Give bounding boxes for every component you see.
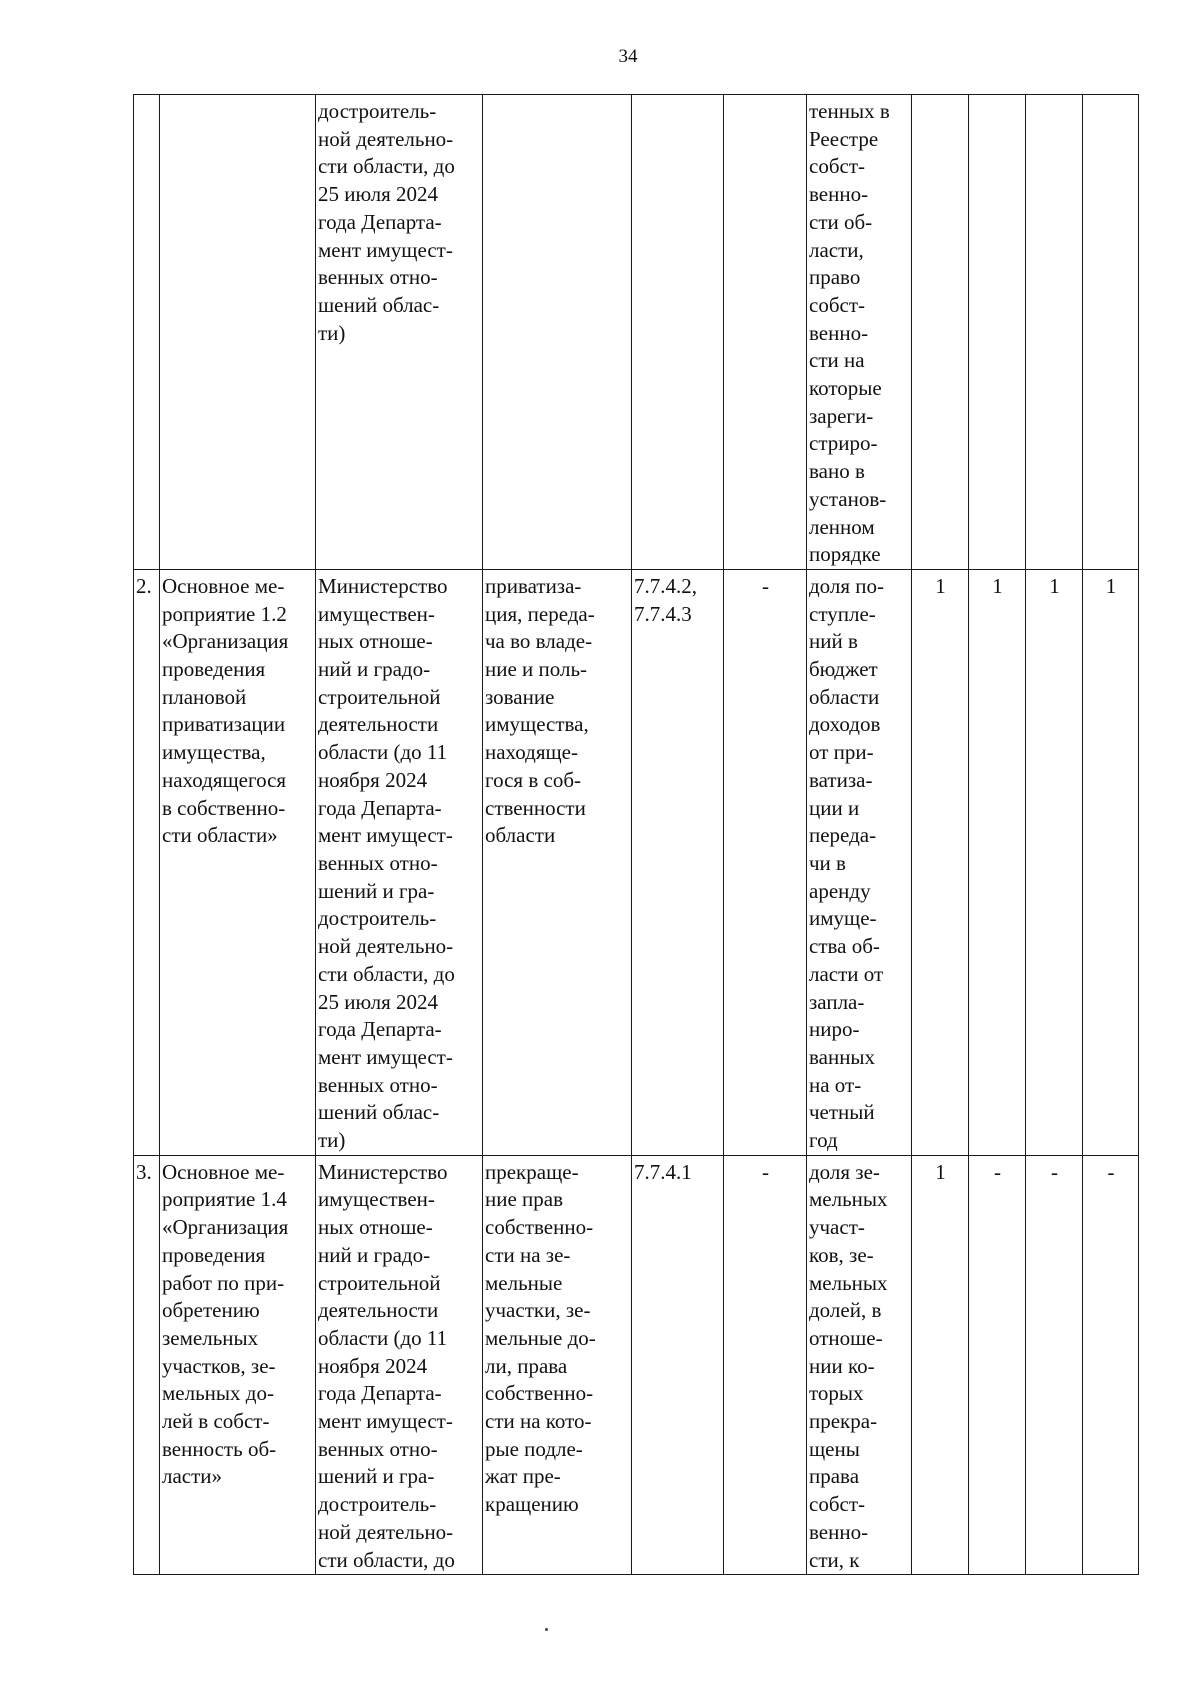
value-cell: 1: [969, 569, 1026, 1155]
code-cell: 7.7.4.1: [632, 1155, 724, 1575]
measure-name-cell: [160, 95, 316, 570]
value-cell: -: [1026, 1155, 1083, 1575]
row-number-cell: [134, 95, 160, 570]
indicator-cell: доля по- ступле- ний в бюджет области доходов от при- ватиза- ции и переда- чи в аренду имуще- ства об- ласти от запла- ниро- ванных на от- четный год: [807, 569, 912, 1155]
value-cell: [969, 95, 1026, 570]
direction-cell: приватиза- ция, переда- ча во владе- ние и поль- зование имущества, находяще- гося в соб- ственности области: [483, 569, 632, 1155]
executor-cell: Министерство имуществен- ных отноше- ний и градо- строительной деятельности области (до 11 ноября 2024 года Департа- мент имущест- венных отно- шений и гра- достроитель- ной деятельно- сти области, до: [316, 1155, 483, 1575]
table-row: [134, 1155, 1139, 1575]
value-cell: -: [1083, 1155, 1139, 1575]
value-cell: [1026, 95, 1083, 570]
value-cell: [1083, 95, 1139, 570]
indicator-cell: тенных в Реестре собст- венно- сти об- ласти, право собст- венно- сти на которые зареги- стриро- вано в установ- ленном порядке: [807, 95, 912, 570]
executor-cell: Министерство имуществен- ных отноше- ний и градо- строительной деятельности области (до 11 ноября 2024 года Департа- мент имущест- венных отно- шений и гра- достроитель- ной деятельно- сти области, до 25 июля 2024 года Департа- мент имущест- венных отно- шений облас- ти): [316, 569, 483, 1155]
executor-cell: достроитель- ной деятельно- сти области, до 25 июля 2024 года Департа- мент имущест- венных отно- шений облас- ти): [316, 95, 483, 570]
table-row: [134, 569, 1139, 1155]
value-cell: 1: [912, 569, 969, 1155]
direction-cell: [483, 95, 632, 570]
page-number: 34: [618, 46, 638, 67]
value-cell: 1: [1083, 569, 1139, 1155]
value-cell: [912, 95, 969, 570]
value-cell: 1: [912, 1155, 969, 1575]
code-cell: 7.7.4.2, 7.7.4.3: [632, 569, 724, 1155]
code-cell: [632, 95, 724, 570]
value-cell: 1: [1026, 569, 1083, 1155]
dash-cell: [724, 95, 807, 570]
measure-name-cell: Основное ме- роприятие 1.4 «Организация проведения работ по при- обретению земельных участков, зе- мельных до- лей в собст- венность об- ласти»: [160, 1155, 316, 1575]
dash-cell: -: [724, 1155, 807, 1575]
table-row: [134, 95, 1139, 570]
row-number-cell: 3.: [134, 1155, 160, 1575]
direction-cell: прекраще- ние прав собственно- сти на зе- мельные участки, зе- мельные до- ли, права собственно- сти на кото- рые подле- жат пре- кращению: [483, 1155, 632, 1575]
row-number-cell: 2.: [134, 569, 160, 1155]
value-cell: -: [969, 1155, 1026, 1575]
program-measures-table: [133, 94, 1139, 1575]
scan-dot: [545, 1628, 548, 1631]
dash-cell: -: [724, 569, 807, 1155]
indicator-cell: доля зе- мельных участ- ков, зе- мельных долей, в отноше- нии ко- торых прекра- щены права собст- венно- сти, к: [807, 1155, 912, 1575]
measure-name-cell: Основное ме- роприятие 1.2 «Организация проведения плановой приватизации имущества, находящегося в собственно- сти области»: [160, 569, 316, 1155]
